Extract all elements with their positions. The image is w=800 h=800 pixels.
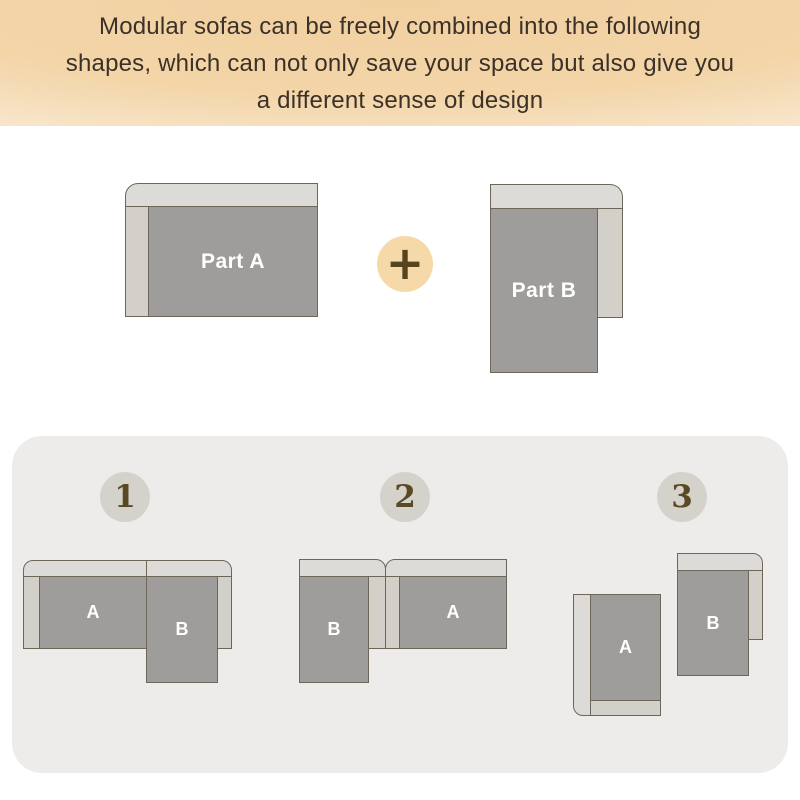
combo3-sofa-a-label: A <box>619 637 632 657</box>
combination-1-badge <box>100 472 150 522</box>
combo2-sofa-a-label: A <box>446 602 460 622</box>
part-b-label: Part B <box>511 278 577 302</box>
combo3-sofa-b-armrest <box>748 570 763 640</box>
combo1-sofa-b-label: B <box>175 619 189 639</box>
combination-2-number: 2 <box>394 479 416 515</box>
title-line-3: a different sense of design <box>256 86 544 114</box>
combo1-sofa-a-armrest <box>23 576 40 649</box>
combo1-sofa-a-backrest <box>23 560 147 577</box>
part-b-backrest <box>490 184 623 209</box>
part-a-backrest <box>125 183 318 207</box>
title-line-2: shapes, which can not only save your space but also give you <box>65 49 735 77</box>
combo1-sofa-a-label: A <box>86 602 100 622</box>
combo1-sofa-b-armrest <box>217 576 232 649</box>
part-a-sofa <box>125 183 318 317</box>
combo2-sofa-a-backrest <box>385 559 507 577</box>
combo2-sofa-b-backrest <box>299 559 386 577</box>
combination-1-layout <box>23 560 232 683</box>
part-b-sofa <box>490 184 623 373</box>
plus-badge <box>377 236 433 292</box>
header-banner <box>0 0 800 126</box>
part-a-armrest <box>125 206 149 317</box>
combo3-sofa-b-backrest <box>677 553 763 571</box>
combo3-sofa-b-label: B <box>706 612 720 633</box>
combo1-sofa-b-backrest <box>146 560 232 577</box>
part-b-armrest <box>597 208 623 318</box>
combo2-sofa-b-label: B <box>327 619 341 639</box>
plus-icon: + <box>385 235 425 290</box>
combination-2-layout <box>299 559 507 683</box>
combo2-sofa-a-armrest <box>385 576 400 649</box>
combination-3-layout <box>573 553 763 716</box>
combination-1-number: 1 <box>114 479 136 515</box>
combination-2-badge <box>380 472 430 522</box>
combo3-sofa-a-backrest <box>573 594 591 716</box>
combo3-sofa-a-armrest <box>590 700 661 716</box>
title-line-1: Modular sofas can be freely combined into the following <box>99 12 701 40</box>
combination-3-badge <box>657 472 707 522</box>
part-a-label: Part A <box>200 249 266 273</box>
combo2-sofa-b-armrest <box>368 576 386 649</box>
combination-3-number: 3 <box>671 479 693 515</box>
